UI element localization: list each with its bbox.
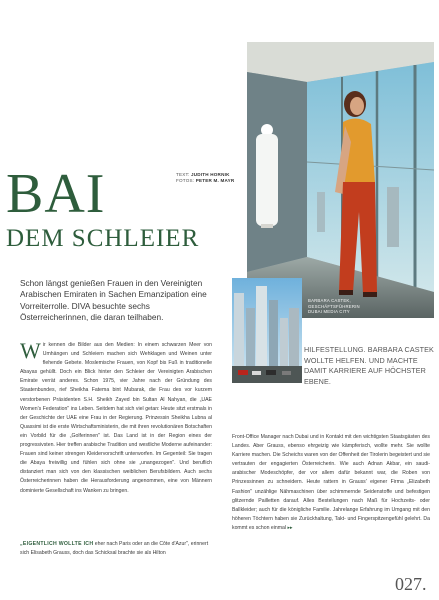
skyline-photo [232, 278, 302, 383]
body-right-text: Front-Office Manager nach Dubai und in Kontakt mit den wichtigsten Staatsgästen des Landes. Aber Grauss, ebenso ehrgeizig wie kämpferisch, wollte mehr. Sie wollte Karriere machen. Die Scheichs waren von der Offenheit der Tirolerin begeistert und sie vertrauten der engagierten Österreicherin. Wie auch Adnan Akbar, ein saudi-arabischer Modeschöpfer, der vor allem dafür bekannt war, die Roben von Prinzessinnen zu schneidern. Heute rattern in Grauss' eigener Firma „Elizabeth Fashion" unzählige Nähmaschinen über schimmernde Seidenstoffe und befestigen glitzernde Pailletten darauf. Alles Bestellungen nach Maß für Hochzeits- oder Ballkleider; auch für die königliche Familie. Jahrelange Erfahrung im Umgang mit den höheren Töchtern haben sie Zurückhaltung, Takt- und Fingerspitzengefühl gelehrt. Da kommt es schon einmal [232, 434, 430, 531]
headline-line-1: BAI [6, 163, 106, 225]
photo-caption [308, 298, 388, 315]
lead-paragraph: Schon längst genießen Frauen in den Vereinigten Arabischen Emiraten in Sachen Emanzipation eine Vorreiterrolle. DIVA besuchte sechs Österreicherinnen, die daran teilhaben. [20, 278, 207, 323]
body-column-left [20, 338, 212, 496]
body-column-right [232, 433, 430, 533]
section-opener-text: eher nach Paris oder an die Côte d'Azur", erinnert sich Elisabeth Grauss, doch das Schicksal brachte sie als Hilton [20, 541, 209, 556]
main-photo [247, 42, 434, 318]
drop-cap: W [20, 338, 41, 363]
caption-line-2: DUBAI MEDIA CITY [308, 309, 350, 315]
pull-quote: HILFESTELLUNG. BARBARA CASTEK WOLLTE HELFEN. UND MACHTE DAMIT KARRIERE AUF HÖCHSTER EBENE. [304, 345, 434, 386]
article-credits [176, 172, 256, 184]
text-credit-label: TEXT: [176, 172, 190, 177]
photo-credit-name: PETER M. MAYR [195, 178, 235, 183]
photo-credit [176, 178, 256, 184]
caption-line-1: BARBARA CASTEK, GESCHÄFTSFÜHRERIN [308, 298, 360, 309]
city-photo [232, 278, 302, 383]
headline-line-2: DEM SCHLEIER [6, 225, 200, 252]
text-credit-name: JUDITH HORNIK [191, 172, 230, 177]
body-left-text: ir kennen die Bilder aus den Medien: In einem schwarzen Meer von Umhängen und Schleiern machen sich Wehklagen und Weinen unter flehende Gebete. Moslemische Frauen, von Kopf bis Fuß in traditionelle Abayas gehüllt. Doch ein Blick hinter den Schleier der Vereinigten Arabischen Emirate verrät anderes. Schon 1975, vier Jahre nach der Gründung des Staatenbundes, rief Sheikha Fatema bint Mubarak, die Frau des vor kurzem verstorbenen Präsidenten S.H. Sheikh Zayed bin Sultan Al Nahyan, die „UAE Women's Federation" ins Leben. Seitdem hat sich viel getan: Heute sitzt erstmals in der Geschichte der UAE eine Frau in der Regierung. Prinzessin Sheikha Lubna al Quassimi ist die erste Wirtschaftsministerin, die mit ihren revolutionären Botschaften ein Vorbild für die „Golferinnen" ist. Das Land ist in der Region eines der progressivsten. Hier treffen arabische Tradition und westliche Moderne aufeinander: Frauen sind keiner strengen Kleidervorschrift unterworfen. Im Gegenteil: Sie tragen die Abaya freiwillig und fühlen sich ohne sie „unangezogen". Und beruflich distanziert man sich von den klassischen weiblichen Berufsbildern. Auch sechs Österreicherinnen haben die Herausforderung angenommen, eine von Männern dominierte Gesellschaft ins Wanken zu bringen. [20, 342, 212, 494]
section-opener [20, 540, 216, 558]
section-opener-quote: „EIGENTLICH WOLLTE ICH [20, 541, 94, 547]
page-number: 027. [395, 574, 427, 594]
continue-arrow-icon: ▸▸ [287, 524, 293, 531]
photo-credit-label: FOTOS: [176, 178, 195, 183]
corridor-photo [247, 42, 434, 318]
